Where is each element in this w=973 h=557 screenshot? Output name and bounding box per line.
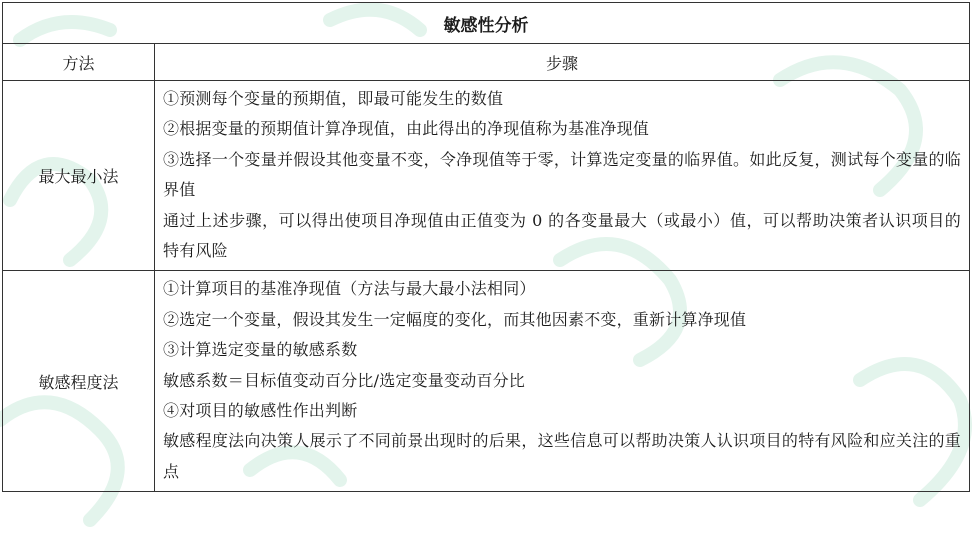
step-line: ②选定一个变量，假设其发生一定幅度的变化，而其他因素不变，重新计算净现值 (163, 309, 747, 329)
header-method: 方法 (3, 44, 155, 81)
method-name: 敏感程度法 (3, 271, 155, 492)
step-line: ③选择一个变量并假设其他变量不变，令净现值等于零，计算选定变量的临界值。如此反复，测试每个变量的临界值 (163, 149, 961, 200)
steps-cell (155, 271, 970, 492)
step-line: ④对项目的敏感性作出判断 (163, 401, 358, 421)
header-steps: 步骤 (155, 44, 970, 81)
step-line: ①计算项目的基准净现值（方法与最大最小法相同） (163, 279, 536, 299)
step-line: 通过上述步骤，可以得出使项目净现值由正值变为 0 的各变量最大（或最小）值，可以帮助决策者认识项目的特有风险 (163, 210, 961, 261)
table-row (3, 81, 970, 271)
method-name: 最大最小法 (3, 81, 155, 271)
step-line: ③计算选定变量的敏感系数 (163, 340, 358, 360)
step-line: 敏感系数＝目标值变动百分比/选定变量变动百分比 (163, 370, 525, 390)
step-line: 敏感程度法向决策人展示了不同前景出现时的后果，这些信息可以帮助决策人认识项目的特有风险和应关注的重点 (163, 431, 961, 481)
table-title-row (3, 3, 970, 44)
step-line: ②根据变量的预期值计算净现值，由此得出的净现值称为基准净现值 (163, 119, 650, 139)
table-title: 敏感性分析 (3, 3, 970, 44)
step-line: ①预测每个变量的预期值，即最可能发生的数值 (163, 89, 504, 108)
steps-cell (155, 81, 970, 271)
table-row (3, 271, 970, 492)
sensitivity-analysis-table (2, 2, 970, 492)
table-header-row (3, 44, 970, 81)
